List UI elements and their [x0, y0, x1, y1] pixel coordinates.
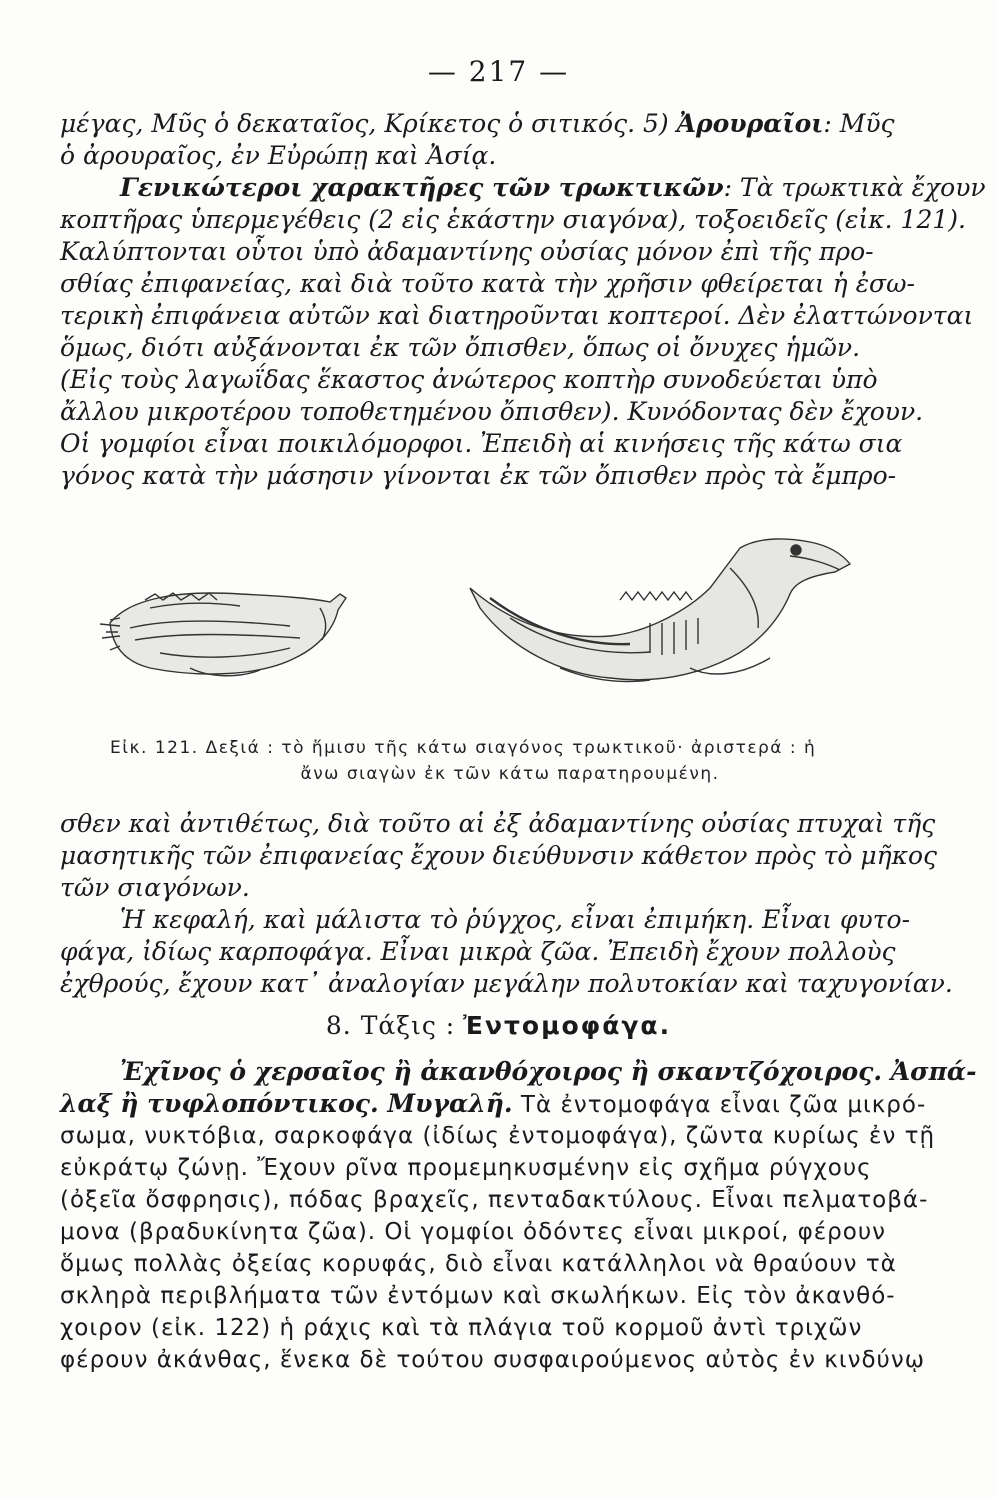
page-number: — 217 — — [427, 55, 570, 88]
bottom-paragraph — [60, 1056, 977, 1376]
text-line: μέγας, Μῦς ὁ δεκαταῖος, Κρίκετος ὁ σιτικός. 5) Ἀρουραῖοι: Μῦς — [60, 109, 895, 138]
text-line: Ἡ κεφαλή, καὶ μάλιστα τὸ ῥύγχος, εἶναι ἐπιμήκη. Εἶναι φυτο- — [120, 905, 911, 934]
text-line: μονα (βραδυκίνητα ζῶα). Οἱ γομφίοι ὀδόντες εἶναι μικροί, φέρουν — [60, 1219, 887, 1245]
text-line: εὐκράτῳ ζώνῃ. Ἔχουν ρῖνα προμεμηκυσμένην εἰς σχῆμα ρύγχους — [60, 1155, 872, 1181]
text-line: Οἱ γομφίοι εἶναι ποικιλόμορφοι. Ἐπειδὴ αἱ κινήσεις τῆς κάτω σια — [60, 429, 903, 458]
text-line: Ἐχῖνος ὁ χερσαῖος ἢ ἀκανθόχοιρος ἢ σκαντζόχοιρος. Ἀσπά- — [120, 1057, 977, 1086]
text-line: κοπτῆρας ὑπερμεγέθεις (2 εἰς ἑκάστην σιαγόνα), τοξοειδεῖς (εἰκ. 121). — [60, 205, 966, 234]
text-line: Καλύπτονται οὗτοι ὑπὸ ἀδαμαντίνης οὐσίας μόνον ἐπὶ τῆς προ- — [60, 237, 874, 266]
text-line: (Εἰς τοὺς λαγωΐδας ἕκαστος ἀνώτερος κοπτὴρ συνοδεύεται ὑπὸ — [60, 365, 878, 394]
rodent-jaws-drawing — [90, 528, 870, 733]
text-line: σωμα, νυκτόβια, σαρκοφάγα (ἰδίως ἐντομοφάγα), ζῶντα κυρίως ἐν τῇ — [60, 1123, 936, 1149]
text-line: σκληρὰ περιβλήματα τῶν ἐντόμων καὶ σκωλήκων. Εἰς τὸν ἀκανθό- — [60, 1283, 896, 1309]
figure-caption — [110, 735, 890, 787]
caption-line: Εἰκ. 121. Δεξιά : τὸ ἥμισυ τῆς κάτω σιαγόνος τρωκτικοῦ· ἀριστερά : ἡ — [110, 738, 817, 758]
text-line: (ὀξεῖα ὄσφρησις), πόδας βραχεῖς, πενταδακτύλους. Εἶναι πελματοβά- — [60, 1187, 929, 1213]
text-line: τερικὴ ἐπιφάνεια αὐτῶν καὶ διατηροῦνται κοπτεροί. Δὲν ἐλαττώνονται — [60, 301, 974, 330]
jaw-illustration — [90, 528, 870, 733]
text-line: γόνος κατὰ τὴν μάσησιν γίνονται ἐκ τῶν ὄπισθεν πρὸς τὰ ἔμπρο- — [60, 461, 897, 490]
top-paragraph — [60, 108, 986, 492]
text-line: ἐχθρούς, ἔχουν κατ᾽ ἀναλογίαν μεγάλην πολυτοκίαν καὶ ταχυγονίαν. — [60, 969, 953, 998]
text-line: ὅμως, διότι αὐξάνονται ἐκ τῶν ὄπισθεν, ὅπως οἱ ὄνυχες ἡμῶν. — [60, 333, 861, 362]
section-number: 8. Τάξις : — [325, 1011, 456, 1040]
text-line: σθίας ἐπιφανείας, καὶ διὰ τοῦτο κατὰ τὴν χρῆσιν φθείρεται ἡ ἐσω- — [60, 269, 915, 298]
text-line: ὁ ἀρουραῖος, ἐν Εὐρώπῃ καὶ Ἀσίᾳ. — [60, 141, 497, 170]
text-line: λαξ ἢ τυφλοπόντικος. Μυγαλῆ. Τὰ ἐντομοφάγα εἶναι ζῶα μικρό- — [60, 1089, 927, 1118]
text-line: φάγα, ἰδίως καρποφάγα. Εἶναι μικρὰ ζῶα. Ἐπειδὴ ἔχουν πολλοὺς — [60, 937, 896, 966]
text-line: μασητικῆς τῶν ἐπιφανείας ἔχουν διεύθυνσιν κάθετον πρὸς τὸ μῆκος — [60, 841, 938, 870]
text-line: Γενικώτεροι χαρακτῆρες τῶν τρωκτικῶν: Τὰ τρωκτικὰ ἔχουν — [120, 173, 986, 202]
text-line: σθεν καὶ ἀντιθέτως, διὰ τοῦτο αἱ ἐξ ἀδαμαντίνης οὐσίας πτυχαὶ τῆς — [60, 809, 936, 838]
middle-paragraph — [60, 808, 953, 1000]
lower-jaw-drawing — [470, 539, 850, 682]
text-line: τῶν σιαγόνων. — [60, 873, 250, 902]
text-line: ὅμως πολλὰς ὀξείας κορυφάς, διὸ εἶναι κατάλληλοι νὰ θραύουν τὰ — [60, 1251, 897, 1277]
text-line: φέρουν ἀκάνθας, ἕνεκα δὲ τούτου συσφαιρούμενος αὐτὸς ἐν κινδύνῳ — [60, 1347, 925, 1373]
text-line: ἄλλου μικροτέρου τοποθετημένου ὄπισθεν). Κυνόδοντας δὲν ἔχουν. — [60, 397, 924, 426]
section-heading — [0, 1010, 997, 1042]
section-title: Ἐντομοφάγα. — [463, 1011, 672, 1040]
text-line: χοιρον (εἰκ. 122) ἡ ράχις καὶ τὰ πλάγια τοῦ κορμοῦ ἀντὶ τριχῶν — [60, 1315, 863, 1341]
caption-line: ἄνω σιαγὼν ἐκ τῶν κάτω παρατηρουμένη. — [300, 764, 720, 784]
upper-jaw-drawing — [100, 593, 346, 676]
